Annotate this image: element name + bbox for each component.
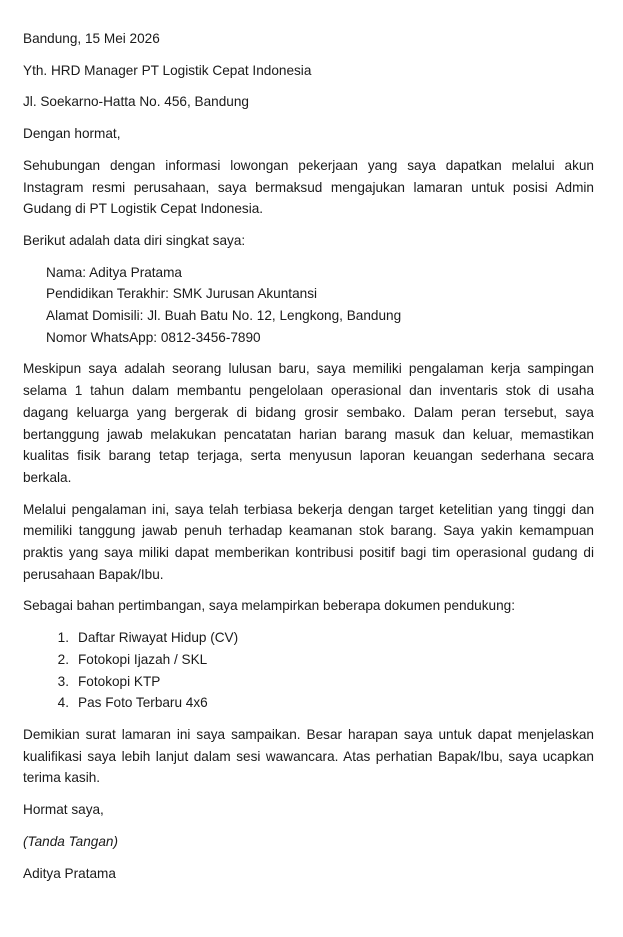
list-item [23, 692, 594, 714]
sender-name: Aditya Pratama [23, 865, 116, 881]
salutation: Dengan hormat, [23, 126, 121, 142]
recipient-line: Yth. HRD Manager PT Logistik Cepat Indonesia [23, 62, 312, 78]
opening-paragraph: Sehubungan dengan informasi lowongan pekerjaan yang saya dapatkan melalui akun Instagram resmi perusahaan, saya bermaksud mengajukan lamaran untuk posisi Admin Gudang di PT Logistik Cepat Indonesia. [23, 157, 594, 217]
personal-data-whatsapp: Nomor WhatsApp: 0812-3456-7890 [46, 329, 261, 345]
signature-placeholder: (Tanda Tangan) [23, 833, 118, 849]
letter-date: Bandung, 15 Mei 2026 [23, 31, 160, 46]
experience-paragraph: Meskipun saya adalah seorang lulusan baru, saya memiliki pengalaman kerja sampingan selama 1 tahun dalam membantu pengelolaan operasional dan inventaris stok di usaha dagang keluarga yang bergerak di bidang grosir sembako. Dalam peran tersebut, saya bertanggung jawab melakukan pencatatan harian barang masuk dan keluar, memastikan kualitas fisik barang tetap terjaga, serta menyusun laporan keuangan sederhana secara berkala. [23, 361, 594, 485]
attachments-list [23, 627, 594, 714]
list-item [23, 627, 594, 649]
recipient-address: Jl. Soekarno-Hatta No. 456, Bandung [23, 94, 249, 110]
list-item-number: 2. [57, 651, 69, 667]
list-item [23, 649, 594, 671]
list-item [23, 671, 594, 693]
closing-paragraph: Demikian surat lamaran ini saya sampaikan. Besar harapan saya untuk dapat menjelaskan kualifikasi saya lebih lanjut dalam sesi wawancara. Atas perhatian Bapak/Ibu, saya ucapkan terima kasih. [23, 726, 594, 786]
list-item-text: Pas Foto Terbaru 4x6 [78, 695, 208, 711]
list-item-text: Fotokopi Ijazah / SKL [78, 651, 208, 667]
list-item-text: Fotokopi KTP [78, 673, 161, 689]
list-item-number: 3. [57, 673, 69, 689]
capability-paragraph: Melalui pengalaman ini, saya telah terbiasa bekerja dengan target ketelitian yang tinggi dan memiliki tanggung jawab penuh terhadap keamanan stok barang. Saya yakin kemampuan praktis yang saya miliki dapat memberikan kontribusi positif bagi tim operasional gudang di perusahaan Bapak/Ibu. [23, 501, 594, 582]
regards: Hormat saya, [23, 802, 104, 818]
list-item-number: 4. [57, 695, 69, 711]
attachments-intro: Sebagai bahan pertimbangan, saya melampirkan beberapa dokumen pendukung: [23, 598, 515, 614]
personal-data-address: Alamat Domisili: Jl. Buah Batu No. 12, Lengkong, Bandung [46, 308, 402, 324]
personal-data-education: Pendidikan Terakhir: SMK Jurusan Akuntansi [46, 286, 318, 302]
personal-data-name: Nama: Aditya Pratama [46, 264, 182, 280]
personal-data-list [46, 262, 594, 349]
data-intro: Berikut adalah data diri singkat saya: [23, 232, 246, 248]
list-item-text: Daftar Riwayat Hidup (CV) [78, 630, 239, 646]
list-item-number: 1. [57, 630, 69, 646]
